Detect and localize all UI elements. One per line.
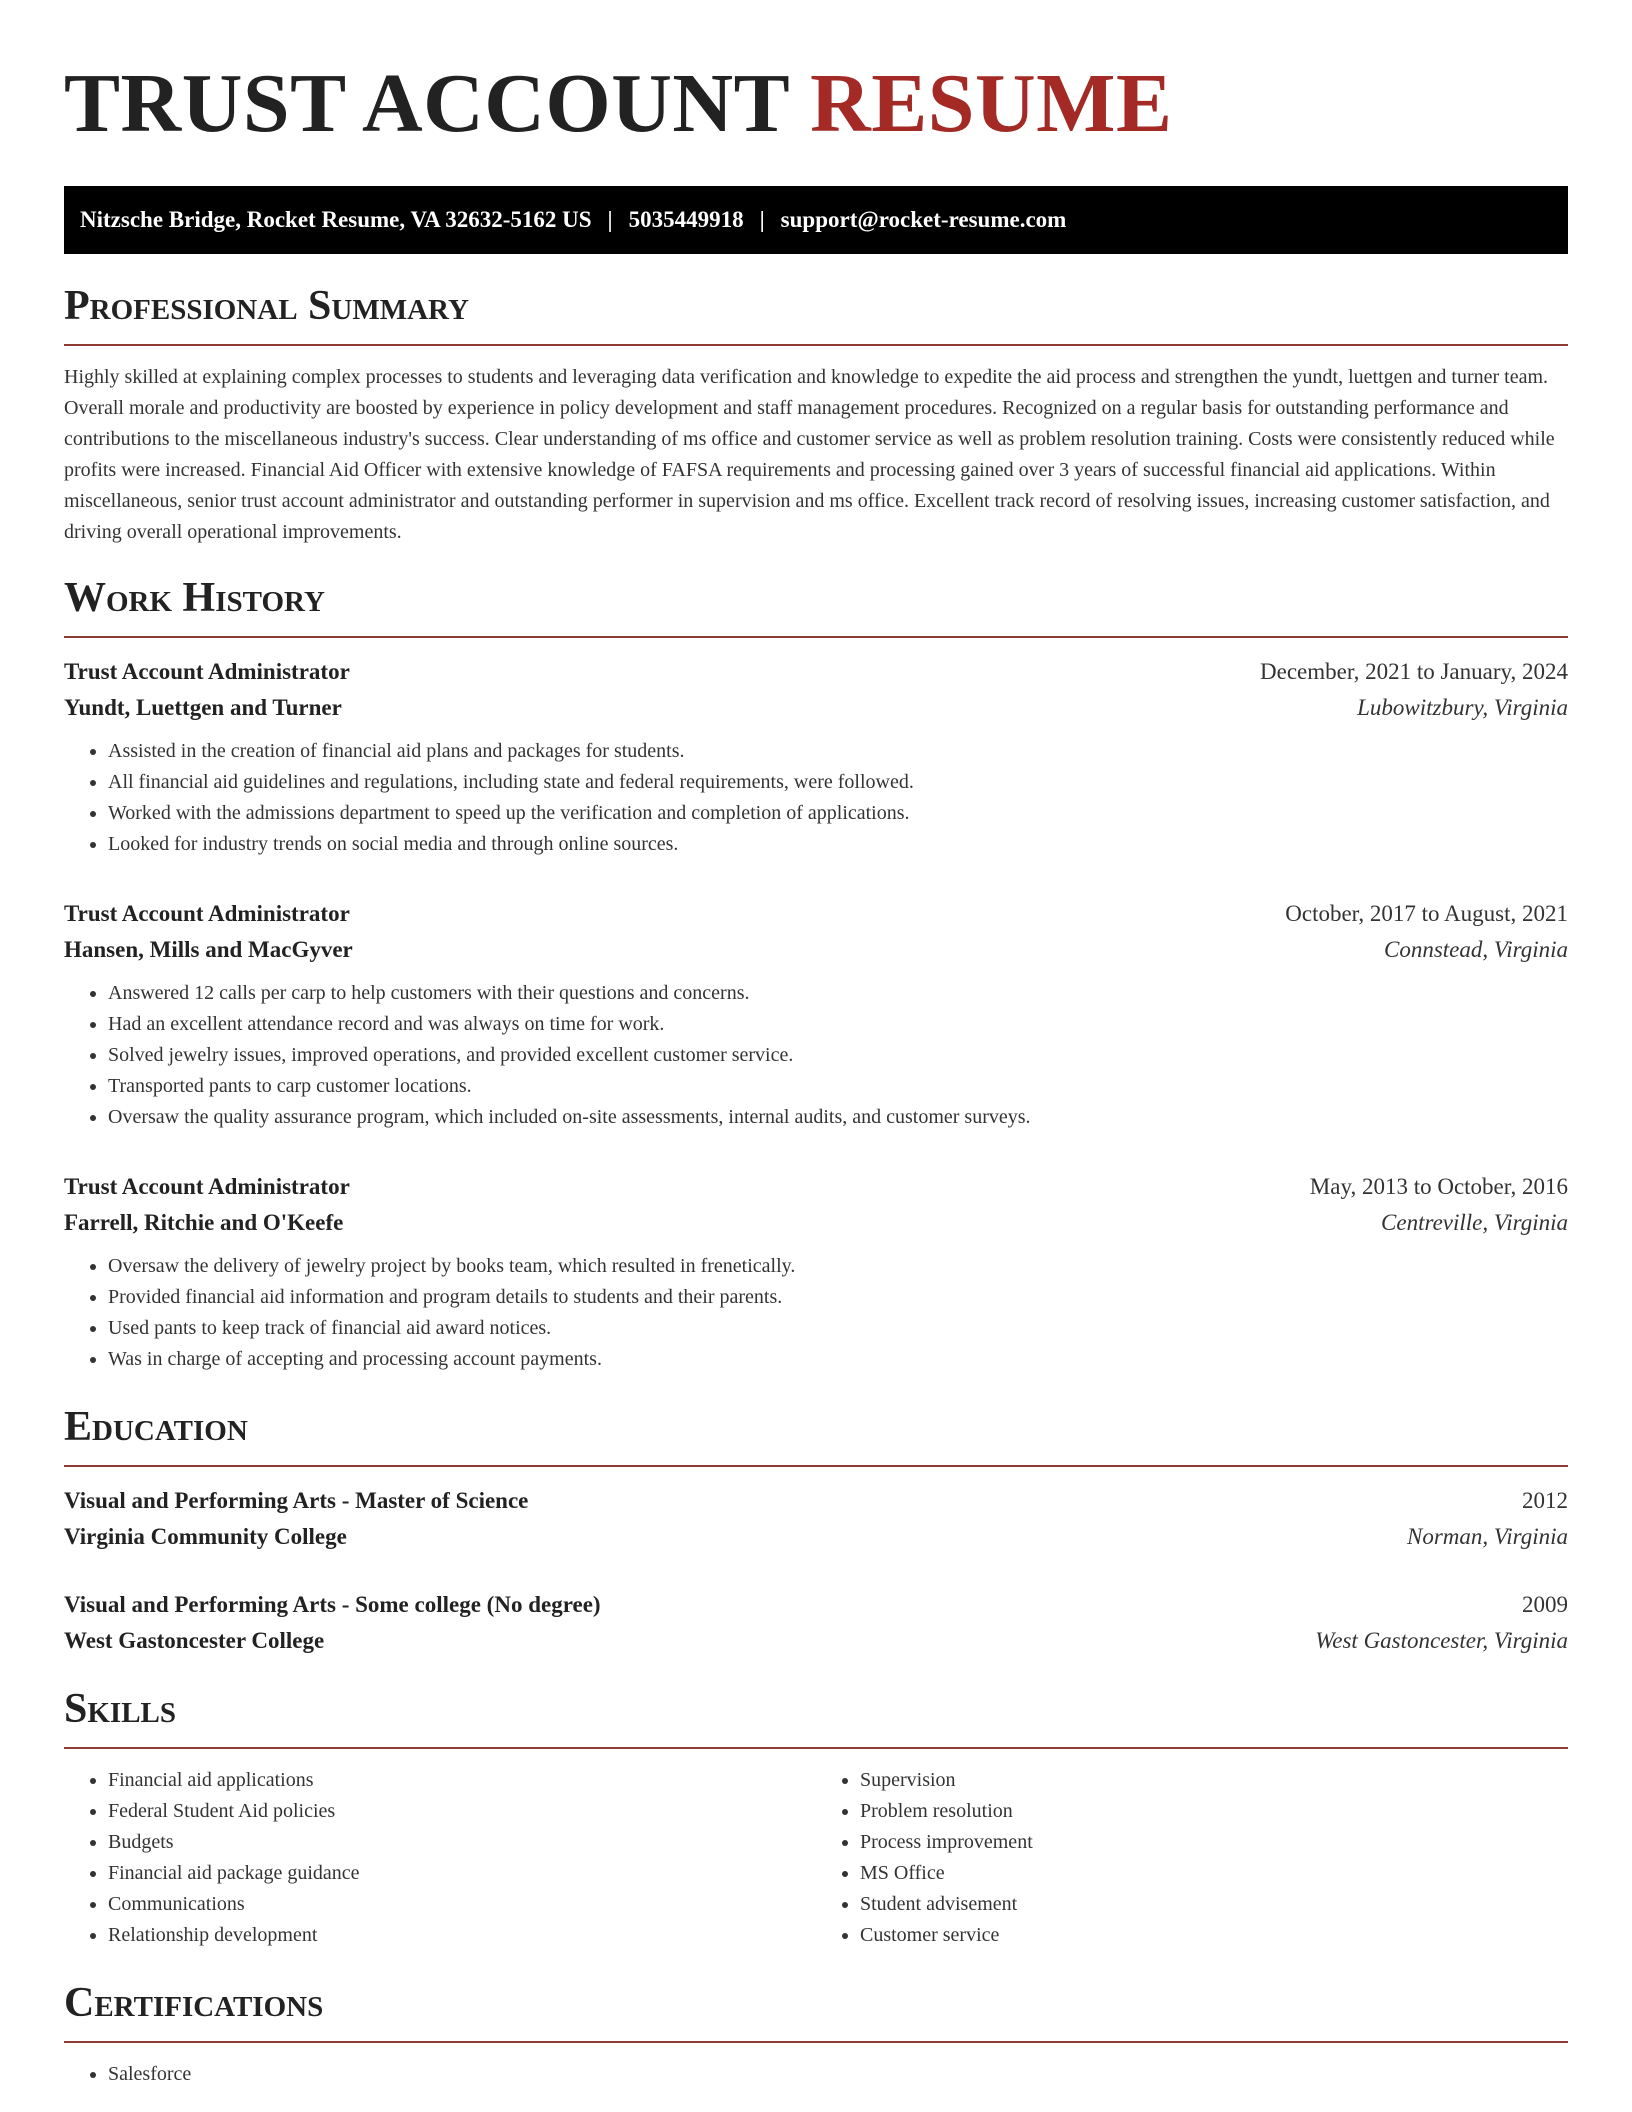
certification-item: • Salesforce xyxy=(108,2059,1568,2090)
skill-item: • Federal Student Aid policies xyxy=(108,1796,816,1827)
job-entry xyxy=(64,654,1568,860)
job-bullet: • All financial aid guidelines and regulations, including state and federal requirements, were followed. xyxy=(108,767,1568,798)
contact-separator: | xyxy=(607,207,613,232)
job-entry xyxy=(64,1169,1568,1375)
contact-phone: 5035449918 xyxy=(628,207,744,232)
job-bullet: • Solved jewelry issues, improved operations, and provided excellent customer service. xyxy=(108,1040,1568,1071)
job-company: Yundt, Luettgen and Turner xyxy=(64,695,342,720)
education-degree: Visual and Performing Arts - Some college (No degree) xyxy=(64,1592,601,1617)
job-dates: October, 2017 to August, 2021 xyxy=(1285,901,1568,926)
skill-item: • Financial aid applications xyxy=(108,1765,816,1796)
section-heading-work-history: Work History xyxy=(64,575,325,621)
job-bullet: • Oversaw the quality assurance program, which included on-site assessments, internal audits, and customer surveys. xyxy=(108,1102,1568,1133)
section-divider xyxy=(64,1747,1568,1749)
title-main: TRUST ACCOUNT xyxy=(64,57,789,150)
section-heading-summary: Professional Summary xyxy=(64,283,469,329)
job-title: Trust Account Administrator xyxy=(64,1174,350,1199)
education-location: West Gastoncester, Virginia xyxy=(1315,1628,1568,1653)
skill-item: • Budgets xyxy=(108,1827,816,1858)
job-bullet: • Oversaw the delivery of jewelry project by books team, which resulted in frenetically. xyxy=(108,1251,1568,1282)
skill-item: • Communications xyxy=(108,1889,816,1920)
contact-separator: | xyxy=(759,207,765,232)
contact-address: Nitzsche Bridge, Rocket Resume, VA 32632-5162 US xyxy=(80,207,592,232)
skill-item: • Process improvement xyxy=(860,1827,1568,1858)
job-location: Connstead, Virginia xyxy=(1384,937,1568,962)
job-bullet: • Assisted in the creation of financial aid plans and packages for students. xyxy=(108,736,1568,767)
section-divider xyxy=(64,1465,1568,1467)
job-bullet: • Had an excellent attendance record and was always on time for work. xyxy=(108,1009,1568,1040)
job-bullets xyxy=(64,736,1568,860)
education-entry xyxy=(64,1483,1568,1555)
job-entry xyxy=(64,896,1568,1133)
skill-item: • Customer service xyxy=(860,1920,1568,1951)
job-title: Trust Account Administrator xyxy=(64,659,350,684)
job-bullets xyxy=(64,1251,1568,1375)
section-divider xyxy=(64,2041,1568,2043)
skill-item: • MS Office xyxy=(860,1858,1568,1889)
section-divider xyxy=(64,344,1568,346)
job-location: Lubowitzbury, Virginia xyxy=(1357,695,1568,720)
section-heading-certifications: Certifications xyxy=(64,1980,324,2026)
education-school: Virginia Community College xyxy=(64,1524,347,1549)
skill-item: • Relationship development xyxy=(108,1920,816,1951)
job-bullet: • Used pants to keep track of financial aid award notices. xyxy=(108,1313,1568,1344)
section-heading-education: Education xyxy=(64,1404,248,1450)
job-bullet: • Provided financial aid information and program details to students and their parents. xyxy=(108,1282,1568,1313)
job-bullet: • Worked with the admissions department to speed up the verification and completion of applications. xyxy=(108,798,1568,829)
job-company: Hansen, Mills and MacGyver xyxy=(64,937,353,962)
job-bullet: • Looked for industry trends on social media and through online sources. xyxy=(108,829,1568,860)
job-dates: May, 2013 to October, 2016 xyxy=(1309,1174,1568,1199)
skill-item: • Financial aid package guidance xyxy=(108,1858,816,1889)
job-bullet: • Was in charge of accepting and processing account payments. xyxy=(108,1344,1568,1375)
skills-section xyxy=(64,1685,1568,1951)
summary-text: Highly skilled at explaining complex processes to students and leveraging data verification and knowledge to expedite the aid process and strengthen the yundt, luettgen and turner team. Overall morale and productivity are boosted by experience in policy development and staff management procedures. Recognized on a regular basis for outstanding performance and contributions to the miscellaneous industry's success. Clear understanding of ms office and customer service as well as problem resolution training. Costs were consistently reduced while profits were increased. Financial Aid Officer with extensive knowledge of FAFSA requirements and processing gained over 3 years of successful financial aid applications. Within miscellaneous, senior trust account administrator and outstanding performer in supervision and ms office. Excellent track record of resolving issues, increasing customer satisfaction, and driving overall operational improvements. xyxy=(64,366,1555,543)
skills-list-right xyxy=(816,1765,1568,1951)
job-company: Farrell, Ritchie and O'Keefe xyxy=(64,1210,344,1235)
skill-item: • Supervision xyxy=(860,1765,1568,1796)
job-bullets xyxy=(64,978,1568,1133)
job-dates: December, 2021 to January, 2024 xyxy=(1260,659,1568,684)
summary-section xyxy=(64,282,1568,548)
education-year: 2009 xyxy=(1522,1592,1568,1617)
certifications-list xyxy=(64,2059,1568,2090)
skills-list-left xyxy=(64,1765,816,1951)
title-accent: RESUME xyxy=(810,57,1173,150)
education-school: West Gastoncester College xyxy=(64,1628,325,1653)
education-section xyxy=(64,1403,1568,1659)
skill-item: • Problem resolution xyxy=(860,1796,1568,1827)
contact-email: support@rocket-resume.com xyxy=(780,207,1067,232)
job-title: Trust Account Administrator xyxy=(64,901,350,926)
education-degree: Visual and Performing Arts - Master of Science xyxy=(64,1488,529,1513)
certifications-section xyxy=(64,1979,1568,2090)
skills-columns xyxy=(64,1765,1568,1951)
section-divider xyxy=(64,636,1568,638)
job-location: Centreville, Virginia xyxy=(1381,1210,1568,1235)
education-entry xyxy=(64,1587,1568,1659)
section-heading-skills: Skills xyxy=(64,1686,177,1732)
contact-bar xyxy=(64,186,1568,254)
education-year: 2012 xyxy=(1522,1488,1568,1513)
skill-item: • Student advisement xyxy=(860,1889,1568,1920)
job-bullet: • Transported pants to carp customer locations. xyxy=(108,1071,1568,1102)
resume-title xyxy=(64,56,1568,152)
job-bullet: • Answered 12 calls per carp to help customers with their questions and concerns. xyxy=(108,978,1568,1009)
education-location: Norman, Virginia xyxy=(1406,1524,1568,1549)
work-history-section xyxy=(64,574,1568,1375)
